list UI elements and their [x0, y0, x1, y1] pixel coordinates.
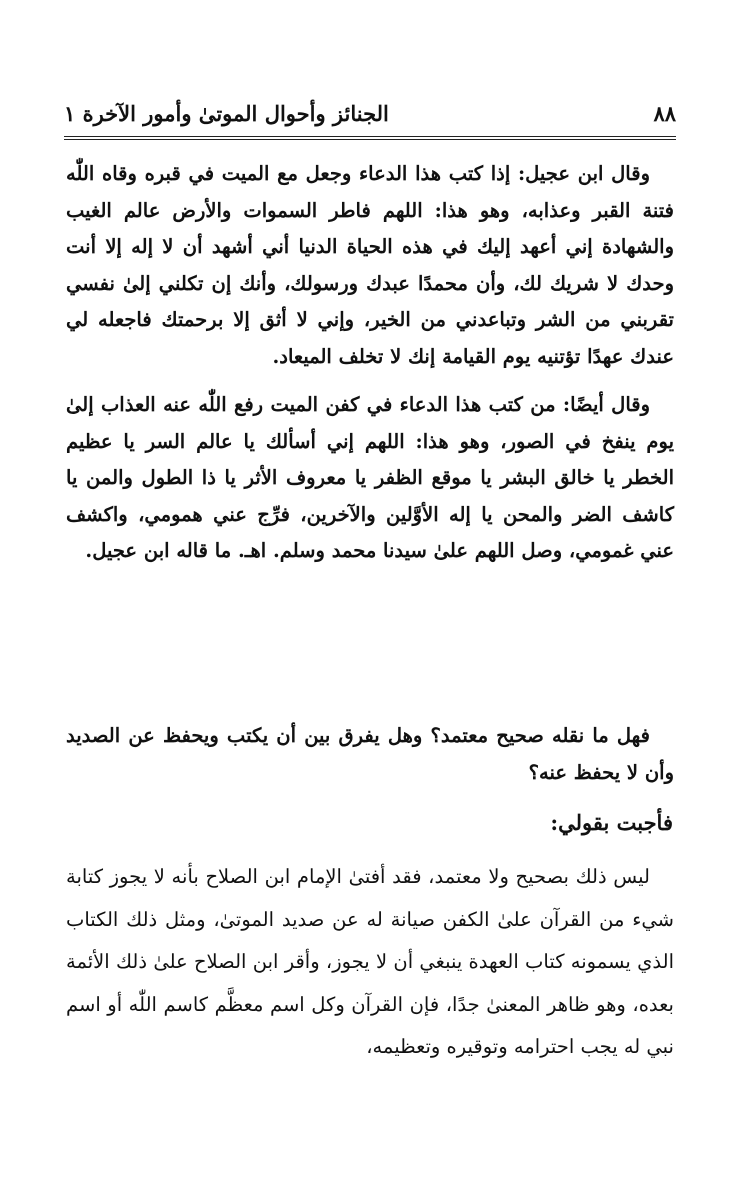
page-number: ٨٨	[653, 100, 676, 126]
answer-paragraph: ليس ذلك بصحيح ولا معتمد، فقد أفتىٰ الإمام ابن الصلاح بأنه لا يجوز كتابة شيء من القرآن علىٰ الكفن صيانة له عن صديد الموتىٰ، ومثل ذلك الكتاب الذي يسمونه كتاب العهدة ينبغي أن لا يجوز، وأقر ابن الصلاح علىٰ ذلك الأئمة بعده، وهو ظاهر المعنىٰ جدًا، فإن القرآن وكل اسم معظَّم كاسم اللّٰه أو اسم نبي له يجب احترامه وتوقيره وتعظيمه،	[66, 865, 674, 1058]
quote-paragraph: وقال أيضًا: من كتب هذا الدعاء في كفن الميت رفع اللّٰه عنه العذاب إلىٰ يوم ينفخ في الصور، وهو هذا: اللهم إني أسألك يا عالم السر يا عظيم الخطر يا خالق البشر يا موقع الظفر يا معروف الأثر يا ذا الطول والمن يا كاشف الضر والمحن يا إله الأوَّلين والآخرين، فرِّج عني همومي، واكشف عني غمومي، وصل اللهم علىٰ سيدنا محمد وسلم. اهـ. ما قاله ابن عجيل.	[66, 393, 674, 562]
quoted-text-block	[66, 156, 674, 582]
running-header	[64, 96, 676, 130]
quote-paragraph: وقال ابن عجيل: إذا كتب هذا الدعاء وجعل مع الميت في قبره وقاه اللّٰه فتنة القبر وعذابه، وهو هذا: اللهم فاطر السموات والأرض عالم الغيب والشهادة إني أعهد إليك في هذه الحياة الدنيا أني أشهد أن لا إله إلا أنت وحدك لا شريك لك، وأن محمدًا عبدك ورسولك، وأنك إن تكلني إلىٰ نفسي تقربني من الشر وتباعدني من الخير، وإني لا أثق إلا برحمتك فاجعله لي عندك عهدًا تؤتنيه يوم القيامة إنك لا تخلف الميعاد.	[66, 162, 674, 368]
answer-heading: فأجبت بقولي:	[550, 810, 673, 835]
question-paragraph: فهل ما نقله صحيح معتمد؟ وهل يفرق بين أن يكتب ويحفظ عن الصديد وأن لا يحفظ عنه؟	[66, 724, 674, 784]
header-double-rule	[64, 136, 676, 140]
running-title: الجنائز وأحوال الموتىٰ وأمور الآخرة ١	[64, 100, 389, 126]
